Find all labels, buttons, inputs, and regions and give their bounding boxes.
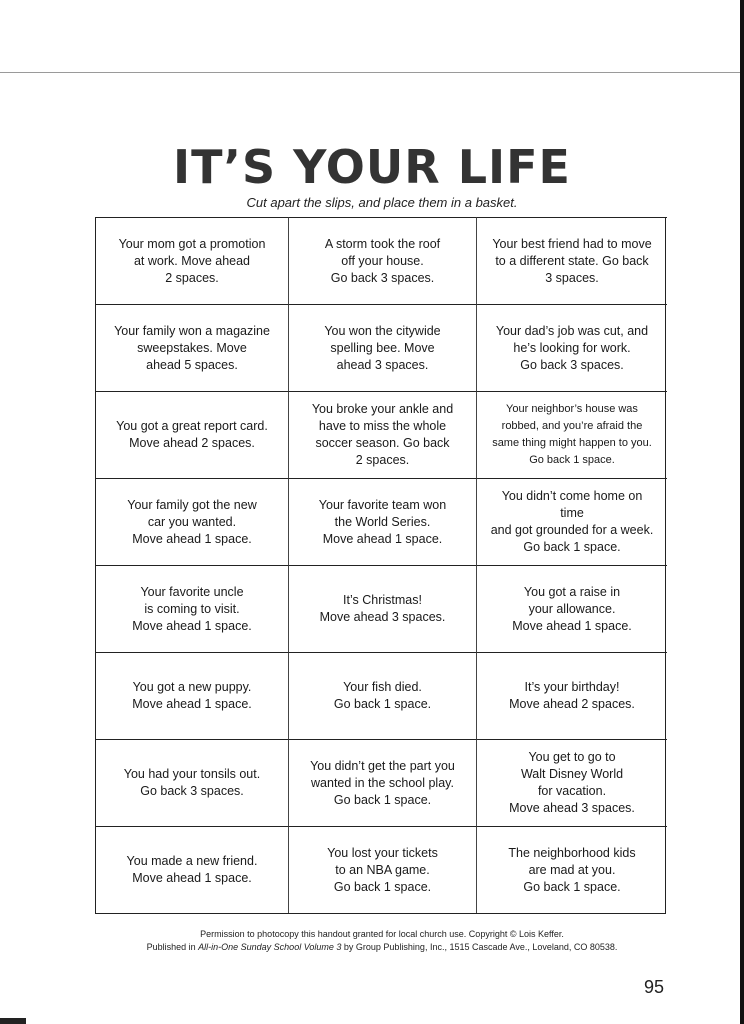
slip: You got a new puppy. Move ahead 1 space. [96, 652, 289, 739]
slip: It’s Christmas! Move ahead 3 spaces. [289, 565, 477, 652]
slip: You got a great report card. Move ahead 2 spaces. [96, 391, 289, 478]
slip: Your favorite team won the World Series. Move ahead 1 space. [289, 478, 477, 565]
slip: You won the citywide spelling bee. Move ahead 3 spaces. [289, 304, 477, 391]
slip: You made a new friend. Move ahead 1 space. [96, 826, 289, 913]
slip: You got a raise in your allowance. Move ahead 1 space. [477, 565, 667, 652]
slip: Your family won a magazine sweepstakes. Move ahead 5 spaces. [96, 304, 289, 391]
slip: Your neighbor’s house was robbed, and you’re afraid the same thing might happen to you. Go back 1 space. [477, 391, 667, 478]
slip: Your fish died. Go back 1 space. [289, 652, 477, 739]
page-title: IT’S YOUR LIFE [173, 140, 571, 194]
page-number: 95 [644, 977, 665, 997]
scan-mark [0, 1018, 26, 1024]
permission-line: Permission to photocopy this handout granted for local church use. Copyright © Lois Keffer. [200, 929, 564, 939]
top-rule [0, 72, 740, 73]
slip: Your mom got a promotion at work. Move ahead 2 spaces. [96, 217, 289, 304]
permission-notice [0, 928, 744, 954]
slip: Your favorite uncle is coming to visit. Move ahead 1 space. [96, 565, 289, 652]
slip: A storm took the roof off your house. Go back 3 spaces. [289, 217, 477, 304]
publisher-line: Published in All-in-One Sunday School Volume 3 by Group Publishing, Inc., 1515 Cascade Ave., Loveland, CO 80538. [146, 942, 618, 952]
instructions: Cut apart the slips, and place them in a basket. [246, 195, 518, 210]
slip: Your family got the new car you wanted. Move ahead 1 space. [96, 478, 289, 565]
slip: You didn’t get the part you wanted in the school play. Go back 1 space. [289, 739, 477, 826]
slip: You get to go to Walt Disney World for vacation. Move ahead 3 spaces. [477, 739, 667, 826]
slip: Your best friend had to move to a different state. Go back 3 spaces. [477, 217, 667, 304]
slip: You broke your ankle and have to miss the whole soccer season. Go back 2 spaces. [289, 391, 477, 478]
slip: The neighborhood kids are mad at you. Go back 1 space. [477, 826, 667, 913]
slips-grid [95, 217, 666, 914]
book-title: All-in-One Sunday School Volume 3 [198, 942, 342, 952]
slip: It’s your birthday! Move ahead 2 spaces. [477, 652, 667, 739]
slip: Your dad’s job was cut, and he’s looking for work. Go back 3 spaces. [477, 304, 667, 391]
slip: You had your tonsils out. Go back 3 spaces. [96, 739, 289, 826]
slip: You didn’t come home on time and got grounded for a week. Go back 1 space. [477, 478, 667, 565]
slip: You lost your tickets to an NBA game. Go back 1 space. [289, 826, 477, 913]
